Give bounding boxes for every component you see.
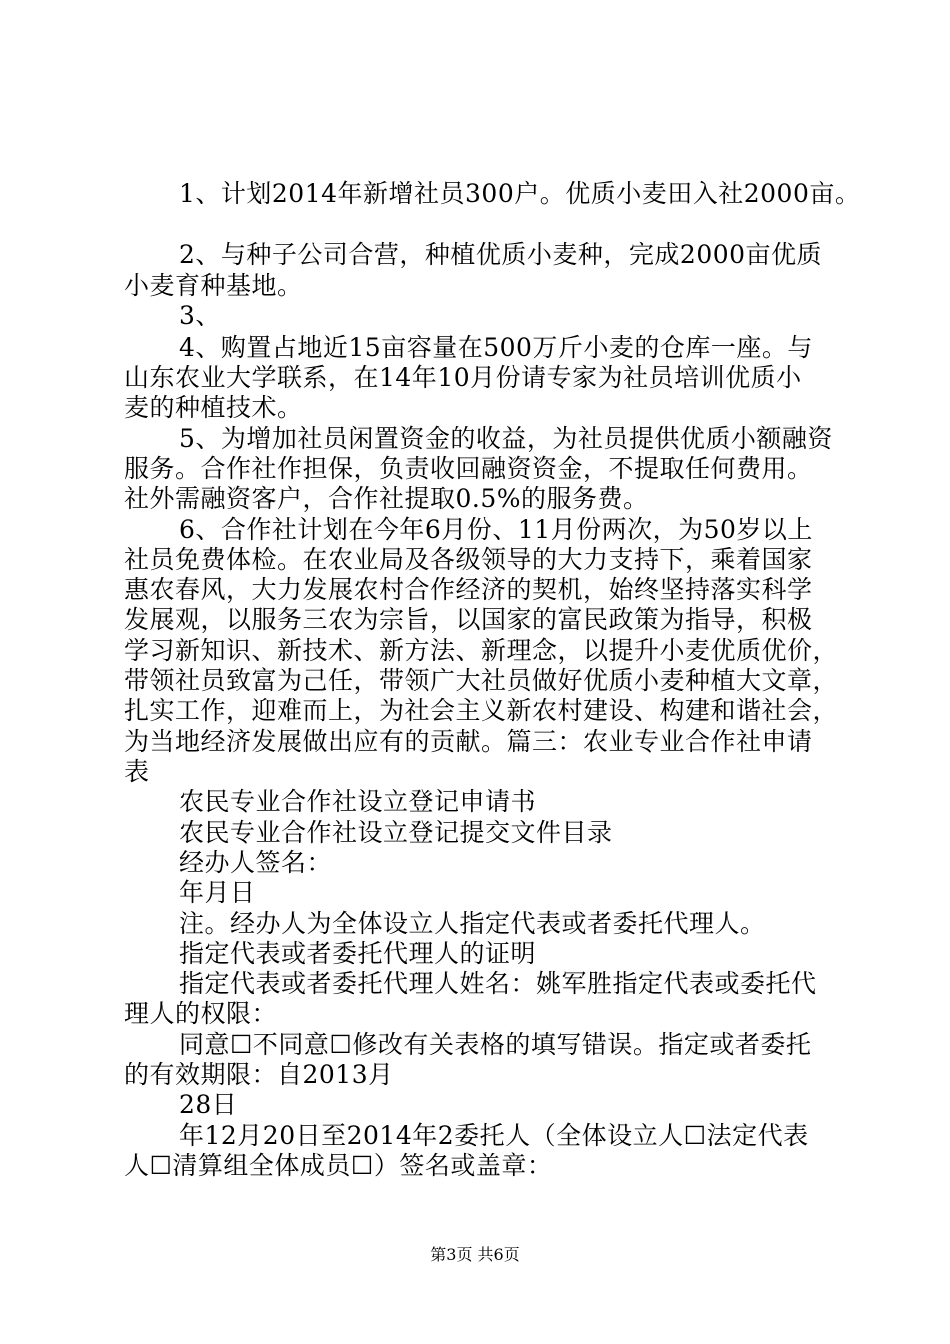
paragraph-1-line-1: 1、计划2014年新增社员300户。优质小麦田入社2000亩。 — [179, 179, 861, 208]
paragraph-6-line-2: 社员免费体检。在农业局及各级领导的大力支持下，乘着国家 — [124, 545, 813, 574]
paragraph-2-line-1: 2、与种子公司合营，种植优质小麦种，完成2000亩优质 — [179, 240, 823, 269]
paragraph-6-line-8: 为当地经济发展做出应有的贡献。篇三：农业专业合作社申请 — [124, 727, 813, 756]
proof-title: 指定代表或者委托代理人的证明 — [179, 939, 537, 968]
paragraph-6-line-3: 惠农春风，大力发展农村合作经济的契机，始终坚持落实科学 — [124, 575, 813, 604]
paragraph-5-line-3: 社外需融资客户，合作社提取0.5%的服务费。 — [124, 484, 649, 513]
paragraph-4-line-1: 4、购置占地近15亩容量在500万斤小麦的仓库一座。与 — [179, 333, 813, 362]
paragraph-4-line-2: 山东农业大学联系，在14年10月份请专家为社员培训优质小 — [124, 363, 802, 392]
document-list-title: 农民专业合作社设立登记提交文件目录 — [179, 818, 613, 847]
delegation-line-1: 年12月20日至2014年2委托人（全体设立人☐法定代表 — [179, 1121, 809, 1150]
date-day-line: 28日 — [179, 1090, 238, 1119]
page-footer: 第3页 共6页 — [430, 1245, 520, 1264]
agent-name-line-2: 理人的权限： — [124, 999, 278, 1028]
paragraph-4-line-3: 麦的种植技术。 — [124, 393, 303, 422]
paragraph-5-line-1: 5、为增加社员闲置资金的收益，为社员提供优质小额融资 — [179, 424, 833, 453]
paragraph-6-line-5: 学习新知识、新技术、新方法、新理念，以提升小麦优质优价， — [124, 636, 839, 665]
paragraph-6-line-9: 表 — [124, 757, 150, 786]
application-form-title: 农民专业合作社设立登记申请书 — [179, 787, 537, 816]
note-line: 注。经办人为全体设立人指定代表或者委托代理人。 — [179, 909, 766, 938]
paragraph-6-line-4: 发展观，以服务三农为宗旨，以国家的富民政策为指导，积极 — [124, 605, 813, 634]
delegation-line-2: 人☐清算组全体成员☐）签名或盖章： — [124, 1151, 553, 1180]
paragraph-2-line-2: 小麦育种基地。 — [124, 271, 303, 300]
paragraph-3-line-1: 3、 — [179, 301, 221, 330]
handler-signature-label: 经办人签名： — [179, 848, 333, 877]
paragraph-6-line-6: 带领社员致富为己任，带领广大社员做好优质小麦种植大文章， — [124, 666, 839, 695]
consent-line-2: 的有效期限：自2013月 — [124, 1060, 394, 1089]
paragraph-5-line-2: 服务。合作社作担保，负责收回融资资金，不提取任何费用。 — [124, 454, 813, 483]
paragraph-6-line-7: 扎实工作，迎难而上，为社会主义新农村建设、构建和谐社会， — [124, 696, 839, 725]
consent-line-1: 同意☐不同意☐修改有关表格的填写错误。指定或者委托 — [179, 1030, 812, 1059]
date-label: 年月日 — [179, 878, 256, 907]
agent-name-line-1: 指定代表或者委托代理人姓名：姚军胜指定代表或委托代 — [179, 969, 817, 998]
paragraph-6-line-1: 6、合作社计划在今年6月份、11月份两次，为50岁以上 — [179, 515, 813, 544]
